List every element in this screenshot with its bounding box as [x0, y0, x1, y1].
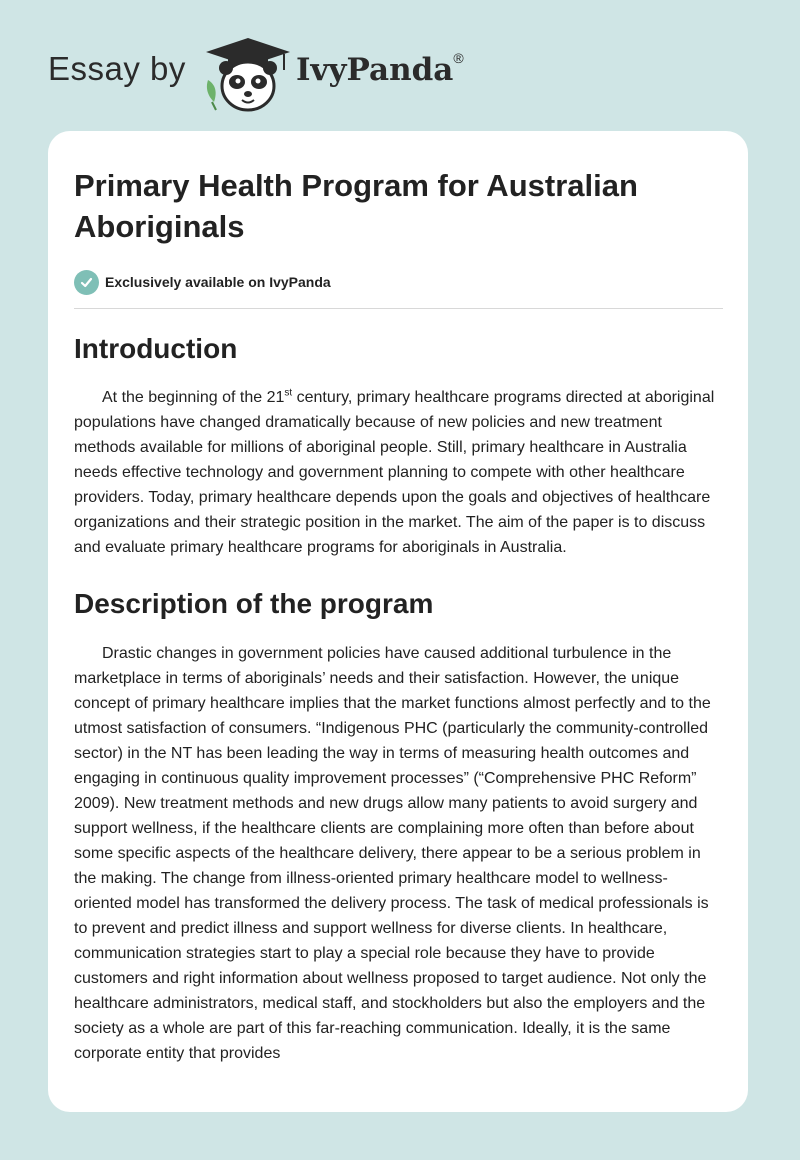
brand-name[interactable] [296, 49, 464, 88]
site-header [0, 0, 800, 125]
section-heading-introduction: Introduction [74, 333, 238, 364]
section-heading-description: Description of the program [74, 588, 434, 619]
checkmark-icon [74, 270, 99, 295]
description-paragraph: Drastic changes in government policies have caused additional turbulence in the marketplace in terms of aboriginals’ needs and their satisfaction. However, the unique concept of primary healthcare implies that the market functions almost perfectly and to the utmost satisfaction of consumers. “Indigenous PHC (particularly the community-controlled sector) in the NT has been leading the way in terms of measuring health outcomes and engaging in continuous quality improvement processes” (“Comprehensive PHC Reform” 2009). New treatment methods and new drugs allow many patients to avoid surgery and support wellness, if the healthcare clients are complaining more often than before about some specific aspects of the healthcare delivery, there appear to be a serious problem in the making. The change from illness-oriented primary healthcare model to wellness-oriented model has transformed the delivery process. The task of medical professionals is to prevent and predict illness and support wellness for diverse clients. In healthcare, communication strategies start to play a special role because they have to provide customers and right information about wellness proposed to target audience. Not only the healthcare administrators, medical staff, and stockholders but also the employers and the society as a whole are part of this far-reaching communication. Ideally, it is the same corporate entity that provides [74, 645, 711, 1062]
brand-text: IvyPanda [296, 52, 454, 88]
article-card [48, 131, 748, 1112]
exclusive-label: Exclusively available on IvyPanda [105, 274, 331, 290]
intro-text-start: At the beginning of the 21 [102, 389, 285, 406]
intro-text-rest: century, primary healthcare programs directed at aboriginal populations have changed dramatically because of new policies and new treatment methods available for millions of aboriginal people. Still, primary healthcare in Australia needs effective technology and government planning to compete with other healthcare providers. Today, primary healthcare depends upon the goals and objectives of healthcare organizations and their strategic position in the market. The aim of the paper is to discuss and evaluate primary healthcare programs for aboriginals in Australia. [74, 389, 715, 556]
essay-by-label: Essay by [48, 50, 186, 87]
exclusive-badge [74, 269, 724, 295]
introduction-paragraph [74, 385, 724, 560]
title-divider [74, 308, 723, 309]
article-title: Primary Health Program for Australian Aboriginals [74, 168, 638, 244]
article-body [74, 165, 724, 1066]
intro-ordinal-suffix: st [284, 387, 293, 399]
panda-logo-icon[interactable] [202, 36, 294, 112]
registered-mark: ® [453, 49, 464, 66]
